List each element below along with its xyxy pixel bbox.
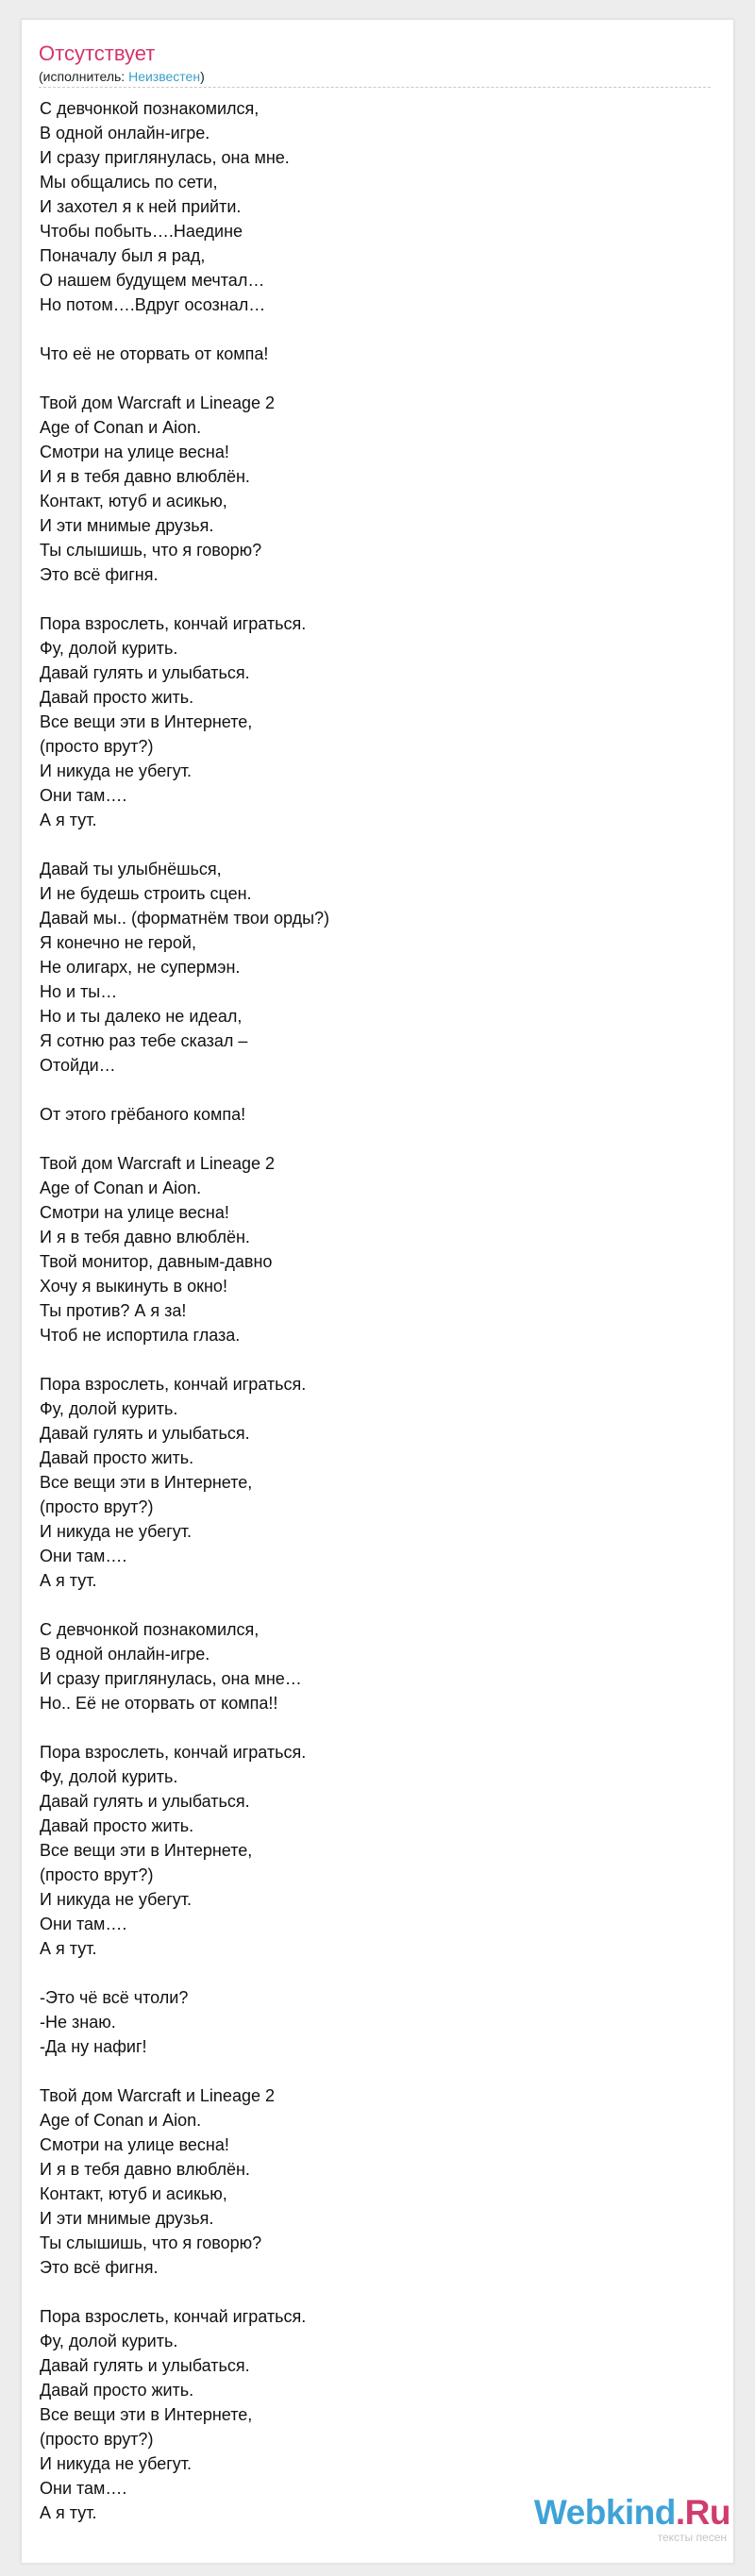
lyrics-line: Не олигарх, не супермэн. (40, 958, 241, 977)
song-title: Отсутствует (39, 42, 156, 65)
lyrics-line: Контакт, ютуб и асикью, (40, 2184, 227, 2203)
lyrics-line: Давай просто жить. (40, 1448, 194, 1467)
lyrics-line: Хочу я выкинуть в окно! (40, 1277, 227, 1296)
lyrics-line: Все вещи эти в Интернете, (40, 1841, 253, 1860)
lyrics-line: -Да ну нафиг! (40, 2037, 147, 2056)
logo-tagline: тексты песен (657, 2531, 727, 2544)
lyrics-line: Они там…. (40, 2479, 127, 2498)
lyrics-line: Твой дом Warcraft и Lineage 2 (40, 393, 275, 412)
lyrics-stanza (40, 611, 700, 832)
lyrics-line: И никуда не убегут. (40, 1890, 193, 1909)
lyrics-line: Отойди… (40, 1056, 116, 1075)
lyrics-line: Пора взрослеть, кончай играться. (40, 614, 307, 633)
lyrics-line: С девчонкой познакомился, (40, 1620, 260, 1639)
lyrics-line: И эти мнимые друзья. (40, 516, 214, 535)
lyrics-line: Твой монитор, давным-давно (40, 1252, 273, 1271)
lyrics-line: Поначалу был я рад, (40, 246, 206, 265)
lyrics-line: Давай просто жить. (40, 2381, 194, 2400)
lyrics-line: Они там…. (40, 1547, 127, 1565)
lyrics-line: А я тут. (40, 2503, 97, 2522)
lyrics-line: Все вещи эти в Интернете, (40, 2405, 253, 2424)
lyrics-line: Чтоб не испортила глаза. (40, 1326, 241, 1345)
logo-suffix-text: .Ru (675, 2493, 730, 2532)
lyrics-line: И никуда не убегут. (40, 2454, 193, 2473)
lyrics-line: О нашем будущем мечтал… (40, 271, 265, 290)
lyrics-line: Фу, долой курить. (40, 1767, 178, 1786)
lyrics-line: Пора взрослеть, кончай играться. (40, 1743, 307, 1762)
lyrics-line: Давай гулять и улыбаться. (40, 663, 250, 682)
lyrics-line: Но.. Её не оторвать от компа!! (40, 1694, 278, 1713)
lyrics-line: Но и ты… (40, 982, 118, 1001)
lyrics-line: Они там…. (40, 1915, 127, 1933)
lyrics-line: Смотри на улице весна! (40, 443, 229, 461)
lyrics-line: Смотри на улице весна! (40, 1203, 229, 1222)
lyrics-line: Они там…. (40, 786, 127, 805)
lyrics-line: Давай гулять и улыбаться. (40, 1792, 250, 1811)
lyrics-line: Это всё фигня. (40, 2258, 159, 2277)
lyrics-line: -Это чё всё чтоли? (40, 1988, 189, 2007)
lyrics-line: А я тут. (40, 1939, 97, 1958)
lyrics-line: В одной онлайн-игре. (40, 1645, 210, 1664)
lyrics-line: Смотри на улице весна! (40, 2135, 229, 2154)
artist-prefix: (исполнитель: (39, 69, 129, 84)
lyrics-line: Давай мы.. (форматнём твои орды?) (40, 909, 330, 928)
lyrics-line: Фу, долой курить. (40, 1399, 178, 1418)
lyrics-line: Age of Conan и Aion. (40, 418, 202, 437)
lyrics-line: И я в тебя давно влюблён. (40, 467, 250, 486)
logo-wordmark (534, 2495, 730, 2531)
lyrics-line: И сразу приглянулась, она мне. (40, 148, 290, 167)
lyrics-line: Фу, долой курить. (40, 2332, 178, 2350)
lyrics-line: Age of Conan и Aion. (40, 2111, 202, 2130)
logo-main-text: Webkind (533, 2493, 676, 2532)
lyrics-line: Но и ты далеко не идеал, (40, 1007, 243, 1026)
lyrics-line: (просто врут?) (40, 737, 154, 756)
lyrics-line: (просто врут?) (40, 1865, 154, 1884)
lyrics-line: Ты против? А я за! (40, 1301, 187, 1320)
lyrics-line: И никуда не убегут. (40, 761, 193, 780)
lyrics-line: Контакт, ютуб и асикью, (40, 492, 227, 510)
lyrics-stanza (40, 1740, 700, 1961)
lyrics-stanza (40, 342, 700, 366)
lyrics-line: Фу, долой курить. (40, 639, 178, 658)
artist-link[interactable]: Неизвестен (128, 69, 201, 84)
lyrics-line: Твой дом Warcraft и Lineage 2 (40, 2086, 275, 2105)
lyrics-line: И эти мнимые друзья. (40, 2209, 214, 2228)
title-divider (39, 87, 711, 88)
lyrics-stanza (40, 96, 700, 317)
lyrics-stanza (40, 1372, 700, 1593)
lyrics-stanza (40, 391, 700, 587)
lyrics-line: Все вещи эти в Интернете, (40, 1473, 253, 1492)
lyrics-line: Но потом….Вдруг осознал… (40, 295, 266, 314)
lyrics-line: В одной онлайн-игре. (40, 124, 210, 142)
lyrics-body (40, 96, 700, 2550)
lyrics-line: Ты слышишь, что я говорю? (40, 541, 262, 560)
lyrics-line: А я тут. (40, 811, 97, 829)
lyrics-line: А я тут. (40, 1571, 97, 1590)
lyrics-line: С девчонкой познакомился, (40, 99, 260, 118)
lyrics-line: (просто врут?) (40, 1497, 154, 1516)
lyrics-line: Все вещи эти в Интернете, (40, 712, 253, 731)
artist-line (39, 67, 205, 86)
lyrics-line: И не будешь строить сцен. (40, 884, 252, 903)
lyrics-line: Ты слышишь, что я говорю? (40, 2233, 262, 2252)
lyrics-line: Давай ты улыбнёшься, (40, 860, 222, 878)
lyrics-line: Что её не оторвать от компа! (40, 344, 269, 363)
lyrics-line: От этого грёбаного компа! (40, 1105, 246, 1124)
lyrics-line: И я в тебя давно влюблён. (40, 2160, 250, 2179)
lyrics-line: Я сотню раз тебе сказал – (40, 1031, 248, 1050)
lyrics-line: И никуда не убегут. (40, 1522, 193, 1541)
lyrics-line: Это всё фигня. (40, 565, 159, 584)
artist-suffix: ) (200, 69, 205, 84)
lyrics-line: Давай гулять и улыбаться. (40, 2356, 250, 2375)
lyrics-line: -Не знаю. (40, 2013, 116, 2032)
lyrics-line: Пора взрослеть, кончай играться. (40, 1375, 307, 1394)
lyrics-line: (просто врут?) (40, 2430, 154, 2449)
lyrics-line: И я в тебя давно влюблён. (40, 1228, 250, 1246)
lyrics-line: Давай гулять и улыбаться. (40, 1424, 250, 1443)
lyrics-stanza (40, 857, 700, 1078)
lyrics-stanza (40, 2304, 700, 2525)
lyrics-line: Age of Conan и Aion. (40, 1179, 202, 1197)
lyrics-line: Твой дом Warcraft и Lineage 2 (40, 1154, 275, 1173)
lyrics-line: Я конечно не герой, (40, 933, 196, 952)
lyrics-line: Чтобы побыть….Наедине (40, 222, 243, 241)
site-logo[interactable] (534, 2495, 730, 2544)
lyrics-line: Пора взрослеть, кончай играться. (40, 2307, 307, 2326)
lyrics-stanza (40, 1617, 700, 1715)
lyrics-stanza (40, 1151, 700, 1347)
lyrics-stanza (40, 2083, 700, 2280)
lyrics-line: И захотел я к ней прийти. (40, 197, 242, 216)
lyrics-line: Давай просто жить. (40, 688, 194, 707)
lyrics-stanza (40, 1102, 700, 1127)
lyrics-line: И сразу приглянулась, она мне… (40, 1669, 302, 1688)
lyrics-stanza (40, 1985, 700, 2059)
lyrics-line: Давай просто жить. (40, 1816, 194, 1835)
lyrics-line: Мы общались по сети, (40, 173, 218, 192)
